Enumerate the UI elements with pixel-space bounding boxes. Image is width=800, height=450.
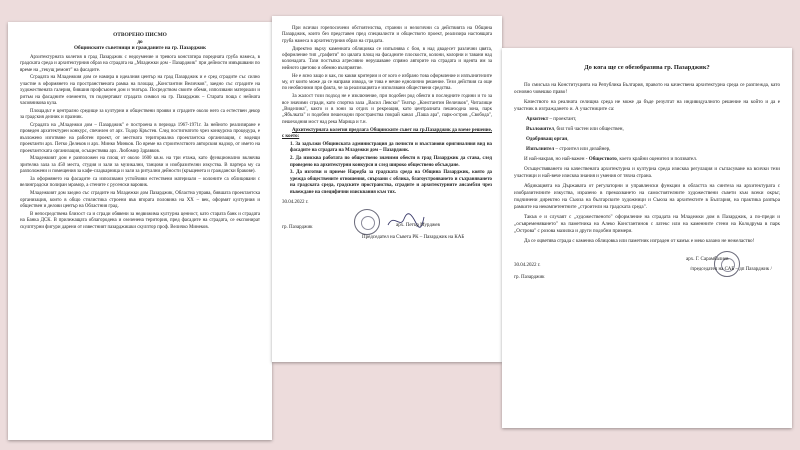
letter-date: 30.04.2022 г. <box>514 263 541 269</box>
closing-role <box>514 156 780 163</box>
participant-role <box>526 146 780 152</box>
role-desc: – строител или дизайнер, <box>554 146 611 153</box>
paragraph: Качеството на реалната селищна среда не може да бъде резултат на индивидуалното решение на който и да е участник в изграждането и. А участниците са: <box>514 99 780 113</box>
letter-addressee: Общинските съветници и гражданите на гр. Пазарджик <box>73 45 207 52</box>
paragraph: За оформянето на фасадите са използвани устойчиви естествени материали – колоните са облицовани с велинградски полиран мрамор, а стените с русенски варовик. <box>20 177 260 189</box>
signature-block <box>282 209 492 243</box>
paragraph: При всички горепосочени обстоятелства, странни и нелогични са действията на Община Пазарджик, които без представен пред специалисти и обществото проект, реализира настоящата груба намеса в архитектурния образ на сградата. <box>282 26 492 44</box>
paragraph: Такъв е и случаят с „художественото" оформление на сградата на Младежки дом в Пазарджик, а по-преди и „осъвременяването" на паметника на Алеко Константинов с латекс или на каменните стени на Колодрума в парк „Острова" с розова мазилка и други подобни примери. <box>514 214 780 235</box>
paragraph: Сградата на Младежкия дом се намира в идеалния център на град Пазарджик и е сред сградите със силно участие в оформянето на пространствената рамка на площад „Константин Величков", заедно със сградите на художествената галерия, бившия профсъюзен дом и театъра. Посредством своите обеми, използвани материали и ритъм на фасадните елементи, тя подчертават сградата символ на гр. Пазарджик – Старата поща с нейната часовникова кула. <box>20 75 260 106</box>
role-desc: , <box>567 136 569 143</box>
signer-role: Председател на Съвета РК – Пазарджик на КАБ <box>362 234 465 240</box>
paragraph: Директно върху каменната облицовка се изпълнява с бои, в над двадесет различни цвята, оформление тип „графити" по цялата площ на фасадните плоскости, колони, колорни и тавани над колонадата. Тази постъпка агресивно нерушаване спрямо авторите на сградата и идеята им за нейното цветово и обемно възприятие. <box>282 46 492 71</box>
paragraph: Архитектурната колегия в град Пазарджик с недоумение и тревога констатира поредната груба намеса, в градската среда и архитектурния образ на сградата на „Младежки дом - Пазарджик" при дейности извършвани по време на „текущ ремонт" на фасадите. <box>20 54 260 73</box>
paragraph: Площадът е централно средище за културни и обществени прояви и сградите около него са естествен декор за градския делник и празник. <box>20 108 260 121</box>
role-desc: – проектант, <box>548 116 577 123</box>
seal-stamp-icon <box>354 209 380 235</box>
participant-role <box>526 126 780 132</box>
open-letter-page-2 <box>272 16 502 362</box>
role-desc: , бил той частен или обществен, <box>553 126 624 133</box>
letter-title: ОТВОРЕНО ПИСМО <box>113 32 167 38</box>
paragraph: По смисъла на Конституцията на Република България, правото на качествена архитектурна среда се разглежда, като основно човешко право! <box>514 82 780 96</box>
decision-list <box>282 142 492 196</box>
signature-block <box>514 249 780 289</box>
paragraph: Осъществяването на качествената архитектурна и културна среда изисква регулация и съгласуване на всички тези участници и най-вече изисква знания и умения от тяхна страна. <box>514 166 780 180</box>
decision-item: 3. Да изготви и приеме Наредба за градската среда на Община Пазарджик, която да урежда обществените отношения, свързани с облика, благоустрояването и съхраняването на градската среда, градските пространства, сградите и архитектурните ансамбли чрез въвеждане на специфични изисквания към тях. <box>290 170 492 195</box>
closing-role-post: , което крайни оценител и ползвател. <box>616 156 698 163</box>
paragraph: Да се оцветява сграда с каменна облицовка или паметник изграден от камък е меко казано не нежеластво! <box>524 238 755 245</box>
role-name: Одобряващ орган <box>526 136 568 143</box>
closing-role-bold: Обществото <box>588 156 617 163</box>
letter-city: гр. Пазарджик <box>282 224 313 230</box>
paragraph: Младежкият дом е разположен на площ от около 1600 кв.м. на три етажа, като функционално включва зрителна зала за 450 места, студия и зали за музикални, танцови и изобразителни изкуства. В партера му са разположени и помещения за кафе-сладкарница и зали за ритуални дейности (кръщенета и граждански бракове). <box>20 156 260 175</box>
paragraph: Младежкият дом заедно със сградите на Младежки дом Пазарджик, Областна управа, бившата проектантска организация, които в общо стилистика строени във втората половина на ХХ – век, оформят културния и обществен и делови център на Областния град. <box>20 191 260 209</box>
role-name: Изпълнител <box>526 146 555 153</box>
closing-role-pre: И най-накрая, но най-важен - <box>524 156 589 163</box>
participant-role <box>526 136 780 142</box>
signer-name: арх. Г. Сарамбалиев <box>686 257 729 263</box>
article-title: До кога ще се обезобразява гр. Пазарджик? <box>584 64 710 71</box>
letter-date: 30.04.2022 г. <box>282 199 309 205</box>
participant-role <box>526 116 780 122</box>
signer-role: /председател на САБ – дп Пазарджик / <box>690 267 772 273</box>
article-page-3 <box>502 48 792 428</box>
decision-item: 1. За задължи Общинската администрация да почисти и възстанови оригиналния вид на фасадите на сградата на Младежки дом – Пазарджик. <box>290 141 492 154</box>
decision-item: 2. Да изисква работата по обществено значими обекти в град Пазарджик да става, след проведено на архитектурни конкурси и след широко обществено обсъждане. <box>290 156 492 168</box>
paragraph: Абдикацията на Държавата от регулаторни и управленски функции в областта на синтеза на архитектурата с изобразителните изкуства, изразено в премахването на самостоятелните художествени съвети към всеки окръг, подчинени директно на Съюза на българските художници и Съюза на архитектите в България, на практика разпъра рамките на некомпетентните „строители на градската среда". <box>514 183 780 211</box>
letter-city: гр. Пазарджик <box>514 275 545 281</box>
letter-subtitle-to: до <box>137 38 143 45</box>
open-letter-page-1 <box>8 22 272 440</box>
paragraph: В непосредствена близост са и сгради обявени за недвижима културна ценност, като старата банк и сградата на Банка ДСК. В прилежащата облагородена и озеленена територия, пред фасадите на сградата, се експонират скулптурни фигури дарени от известният пазарджишки скулптор проф. Величко Минеков. <box>20 211 260 230</box>
decision-heading: Архитектурната колегия предлага Общинските съвет на гр.Пазарджик да вземе решение, с което: <box>282 127 492 139</box>
paragraph: За жалост този подход не е изключение, при подобен род обекти в последните години и то за все значими сгради, като спортна зала „Васил Левски" Театър „Константин Величков", Читалище „Виделина", както и в зони за отдих и рекреация, като централната пешеходна зона, парк „Ябълката" и подобни пешеходни пространства покрай канал „Паша ара", парк-остров „Свобода", пешеходния мост над река Марица и т.н. <box>282 94 492 125</box>
role-name: Архитект <box>526 116 549 123</box>
role-name: Възложител <box>526 126 554 133</box>
paragraph: Не е ясно защо и как, по какви критерии и от кого е избрано това оформление и изпълнителите му, от които може да се направи извода, че това е нечие еднолично решение. Тези действия са още по необясними при факта, че за реализацията е използвани обществени средства. <box>282 73 492 92</box>
paragraph: Сградата на „Младежки дом – Пазарджик" е построена в периода 1967-1971г. За нейното реализиране е проведен архитектурен конкурс, спечелен от арх. Тодор Кръстев. След постигнатото чрез конкурсна процедура, е възложено изготвяне на работен проект, от местната териториална проектантска организация, с водещи проектанти арх. Петко Делеков и арх. Минко Минков. По време на строителството авторския надзор, от името на проектантската организация, осъществява арх. Любомир Здравков. <box>20 123 260 154</box>
signer-block <box>396 223 440 230</box>
signer-name: арх. Петър Мурджев <box>396 222 440 228</box>
